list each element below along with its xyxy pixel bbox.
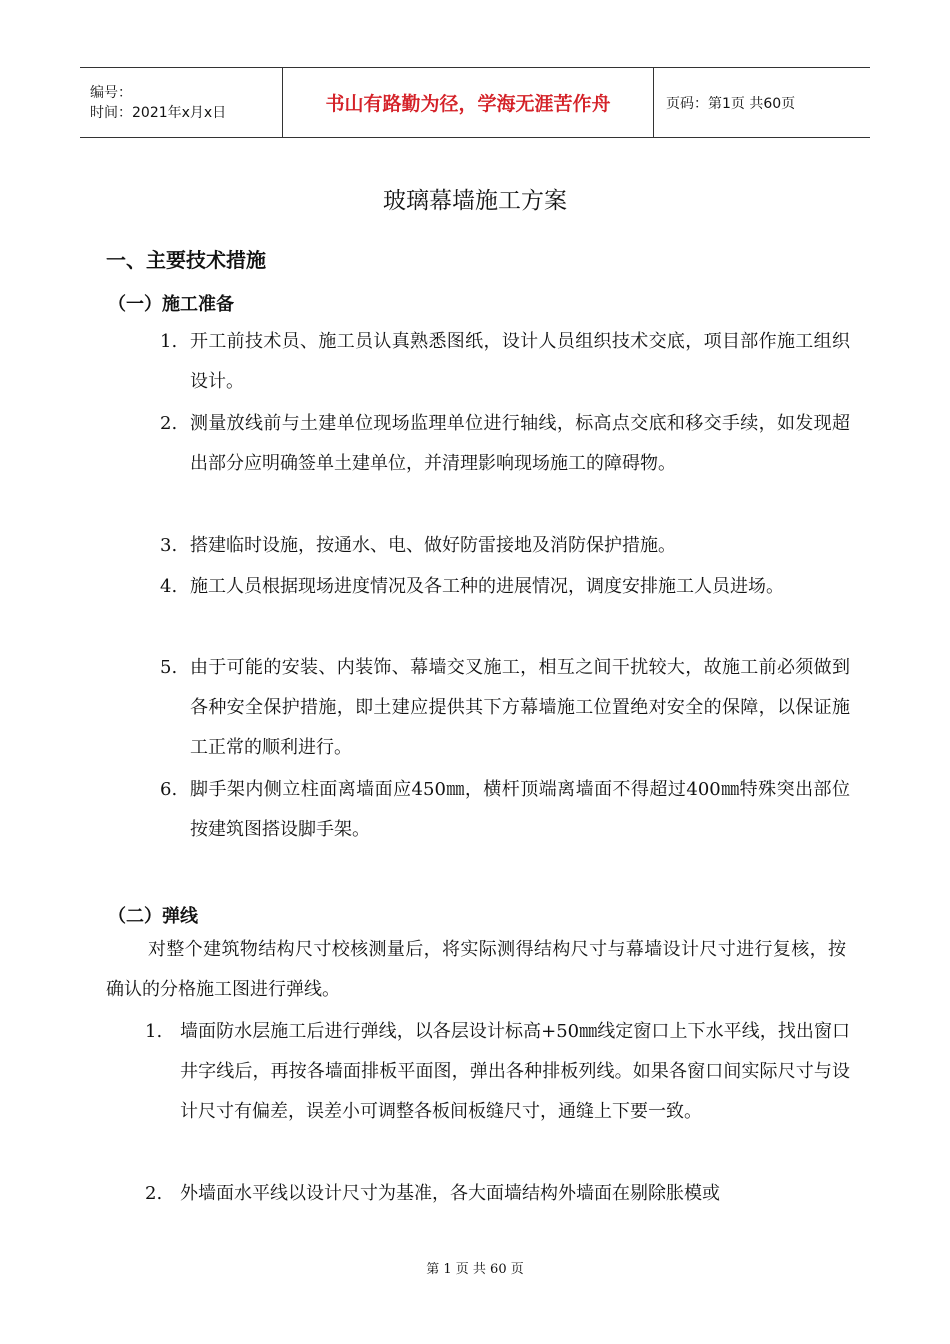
list-item-text: 外墙面水平线以设计尺寸为基准，各大面墙结构外墙面在剔除胀模或 (180, 1183, 720, 1204)
list-item (160, 322, 850, 402)
list-item-number: 1. (145, 1021, 163, 1042)
list-item-number: 2. (160, 413, 178, 434)
list-item-text: 脚手架内侧立柱面离墙面应450㎜，横杆顶端离墙面不得超过400㎜特殊突出部位按建筑图搭设脚手架。 (190, 779, 850, 840)
list-item-number: 6. (160, 779, 178, 800)
header-meta (80, 68, 282, 137)
list-item-text: 由于可能的安装、内装饰、幕墙交叉施工，相互之间干扰较大，故施工前必须做到各种安全保护措施，即土建应提供其下方幕墙施工位置绝对安全的保障，以保证施工正常的顺利进行。 (190, 657, 850, 758)
number-label: 编号： (90, 84, 132, 101)
list-item-text: 施工人员根据现场进度情况及各工种的进展情况，调度安排施工人员进场。 (190, 576, 784, 597)
list-item (145, 1012, 850, 1132)
list-item-number: 1. (160, 331, 178, 352)
time-label: 时间：2021年x月x日 (90, 104, 227, 121)
header-motto: 书山有路勤为径，学海无涯苦作舟 (282, 68, 654, 137)
page-footer: 第 1 页 共 60 页 (426, 1262, 524, 1277)
list-item-number: 3. (160, 535, 178, 556)
list-item (145, 1174, 850, 1214)
list-item-number: 5. (160, 657, 178, 678)
list-item-number: 4. (160, 576, 178, 597)
header-table (80, 67, 870, 138)
subsection-heading-2: （二）弹线 (108, 906, 198, 927)
section-heading-1: 一、主要技术措施 (106, 248, 266, 272)
document-title: 玻璃幕墙施工方案 (383, 188, 567, 214)
list-item-text: 测量放线前与土建单位现场监理单位进行轴线，标高点交底和移交手续，如发现超出部分应明确签单土建单位，并清理影响现场施工的障碍物。 (190, 413, 850, 474)
list-item-text: 搭建临时设施，按通水、电、做好防雷接地及消防保护措施。 (190, 535, 676, 556)
list-item (160, 648, 850, 768)
list-item-number: 2. (145, 1183, 163, 1204)
list-item (160, 770, 850, 850)
list-item (160, 567, 850, 607)
list-item-text: 墙面防水层施工后进行弹线，以各层设计标高+50㎜线定窗口上下水平线，找出窗口井字线后，再按各墙面排板平面图，弹出各种排板列线。如果各窗口间实际尺寸与设计尺寸有偏差，误差小可调整各板间板缝尺寸，通缝上下要一致。 (180, 1021, 850, 1122)
subsection-heading-1: （一）施工准备 (108, 294, 234, 315)
header-page-info: 页码：第1页 共60页 (666, 95, 796, 112)
list-item (160, 404, 850, 484)
list-item-text: 开工前技术员、施工员认真熟悉图纸，设计人员组织技术交底，项目部作施工组织设计。 (190, 331, 850, 392)
intro-paragraph: 对整个建筑物结构尺寸校核测量后，将实际测得结构尺寸与幕墙设计尺寸进行复核，按确认的分格施工图进行弹线。 (106, 939, 846, 1000)
list-item (160, 526, 850, 566)
